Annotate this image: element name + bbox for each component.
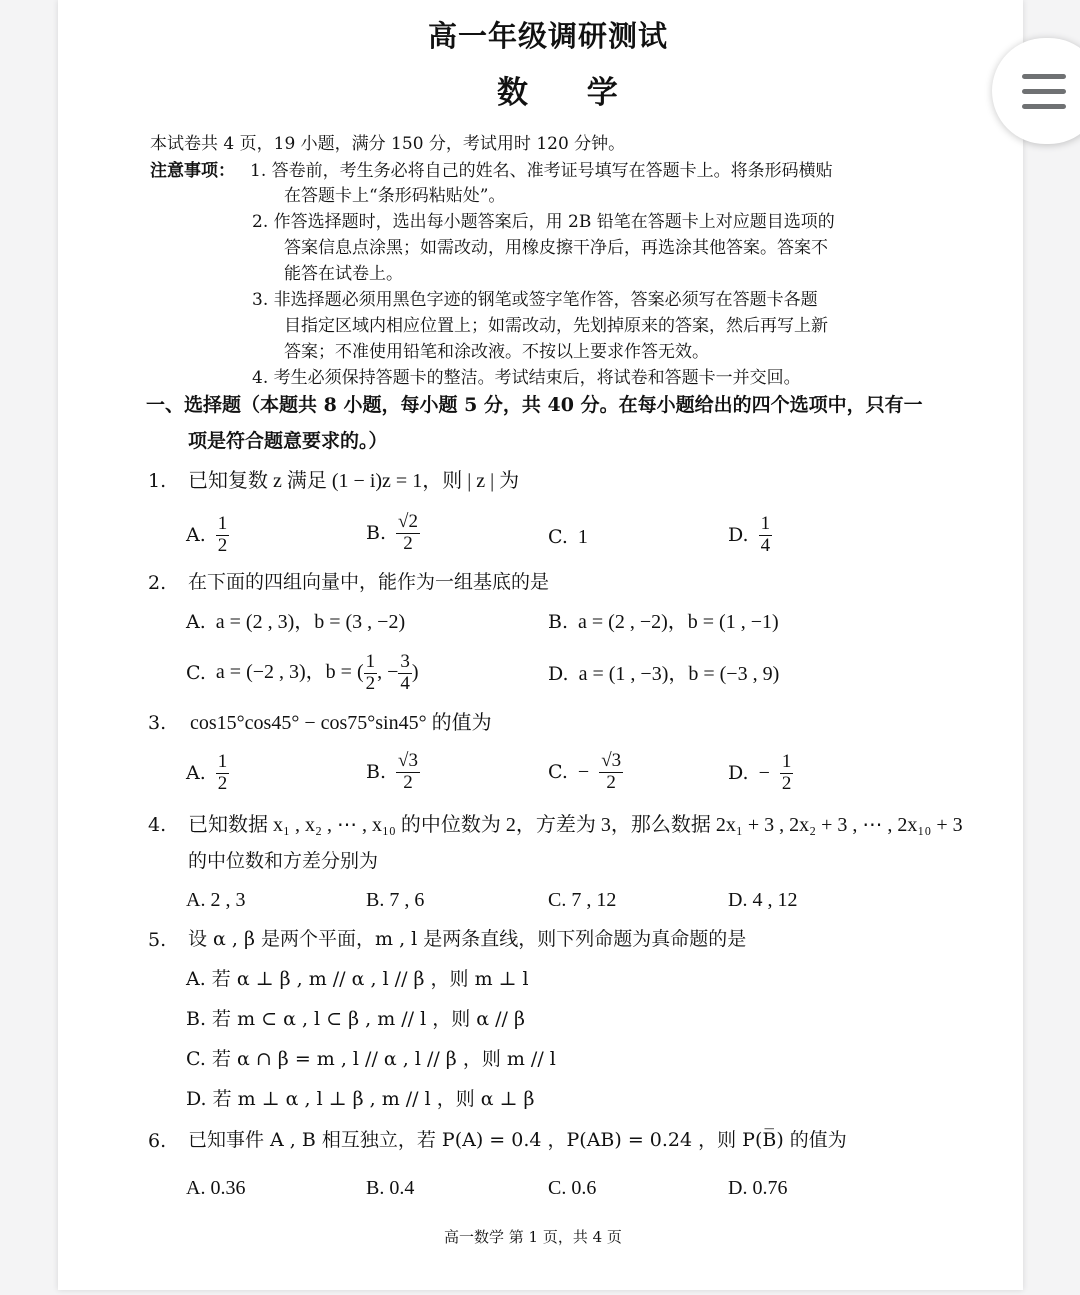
option-d: D. $\frac{1}{4}$ [728,513,771,556]
exam-page [58,0,1023,1290]
note-line: 2. 作答选择题时，选出每小题答案后，用 2B 铅笔在答题卡上对应题目选项的 [252,212,835,232]
option-b: B. a = (2 , −2)，b = (1 , −1) [548,610,779,633]
question-number: 1. [148,470,167,492]
question-stem: 设 α , β 是两个平面，m , l 是两条直线，则下列命题为真命题的是 [188,928,747,950]
option-d: D. 若 m ⊥ α , l ⊥ β , m // l ，则 α ⊥ β [186,1088,535,1110]
option-c: C. 0.6 [548,1177,597,1199]
option-c: C. − $\frac{√3}{2}$ [548,750,622,793]
option-a: A. a = (2 , 3)，b = (3 , −2) [186,610,406,633]
option-c: C. a = (−2 , 3)，b = ( $\frac{1}{2}$ , − $\frac{3}{4}$ ) [186,651,419,694]
option-a: A. $\frac{1}{2}$ [186,513,228,556]
option-d: D. 4 , 12 [728,889,798,911]
question-stem: 已知数据 x₁ , x₂ , ⋯ , x₁₀ 的中位数为 2，方差为 3，那么数据 2x₁ + 3 , 2x₂ + 3 , ⋯ , 2x₁₀ + 3 [188,814,963,836]
option-b: B. 0.4 [366,1177,415,1199]
option-a: A. 2 , 3 [186,889,246,911]
question-stem: cos15°cos45° − cos75°sin45° 的值为 [190,712,492,734]
option-d: D. − $\frac{1}{2}$ [728,751,792,794]
option-a: A. 0.36 [186,1177,246,1199]
option-d: D. 0.76 [728,1177,788,1199]
page-footer: 高一数学 第 1 页，共 4 页 [444,1228,622,1246]
note-line: 能答在试卷上。 [284,264,403,284]
option-b: B. 若 m ⊂ α , l ⊂ β , m // l ，则 α // β [186,1008,525,1030]
exam-title: 高一年级调研测试 [428,19,669,53]
option-c: C. 1 [548,525,588,548]
question-stem-cont: 的中位数和方差分别为 [188,850,379,872]
question-stem: 已知事件 A , B 相互独立，若 P(A) = 0.4 ，P(AB) = 0.24 ，则 P(B̅) 的值为 [188,1129,847,1151]
option-a: A. 若 α ⊥ β , m // α , l // β ，则 m ⊥ l [186,968,529,990]
option-b: B. $\frac{√3}{2}$ [366,750,418,793]
section-heading-cont: 项是符合题意要求的。） [188,430,388,452]
option-b: B. 7 , 6 [366,889,425,911]
option-c: C. 若 α ∩ β = m , l // α , l // β ，则 m // l [186,1048,556,1070]
notes-label: 注意事项： [150,161,235,181]
section-heading: 一、选择题（本题共 8 小题，每小题 5 分，共 40 分。在每小题给出的四个选项中，只有一 [146,394,923,416]
note-line: 在答题卡上“条形码粘贴处”。 [284,186,506,206]
note-line: 1. 答卷前，考生务必将自己的姓名、准考证号填写在答题卡上。将条形码横贴 [250,161,833,181]
question-number: 5. [148,929,167,951]
intro-text: 本试卷共 4 页，19 小题，满分 150 分，考试用时 120 分钟。 [150,134,626,154]
note-line: 答案信息点涂黑；如需改动，用橡皮擦干净后，再选涂其他答案。答案不 [284,238,828,258]
option-a: A. $\frac{1}{2}$ [186,751,228,794]
option-b: B. $\frac{√2}{2}$ [366,511,418,554]
question-stem: 已知复数 z 满足 (1 − i)z = 1，则 | z | 为 [188,470,520,492]
note-line: 答案；不准使用铅笔和涂改液。不按以上要求作答无效。 [284,342,709,362]
note-line: 3. 非选择题必须用黑色字迹的钢笔或签字笔作答，答案必须写在答题卡各题 [252,290,818,310]
question-number: 3. [148,712,167,734]
option-d: D. a = (1 , −3)，b = (−3 , 9) [548,662,780,685]
question-stem: 在下面的四组向量中，能作为一组基底的是 [188,571,550,593]
question-number: 4. [148,814,167,836]
note-line: 目指定区域内相应位置上；如需改动，先划掉原来的答案，然后再写上新 [284,316,828,336]
question-number: 6. [148,1130,167,1152]
note-line: 4. 考生必须保持答题卡的整洁。考试结束后，将试卷和答题卡一并交回。 [252,368,801,388]
subject-title: 数 学 [497,75,642,111]
option-c: C. 7 , 12 [548,889,617,911]
question-number: 2. [148,572,167,594]
